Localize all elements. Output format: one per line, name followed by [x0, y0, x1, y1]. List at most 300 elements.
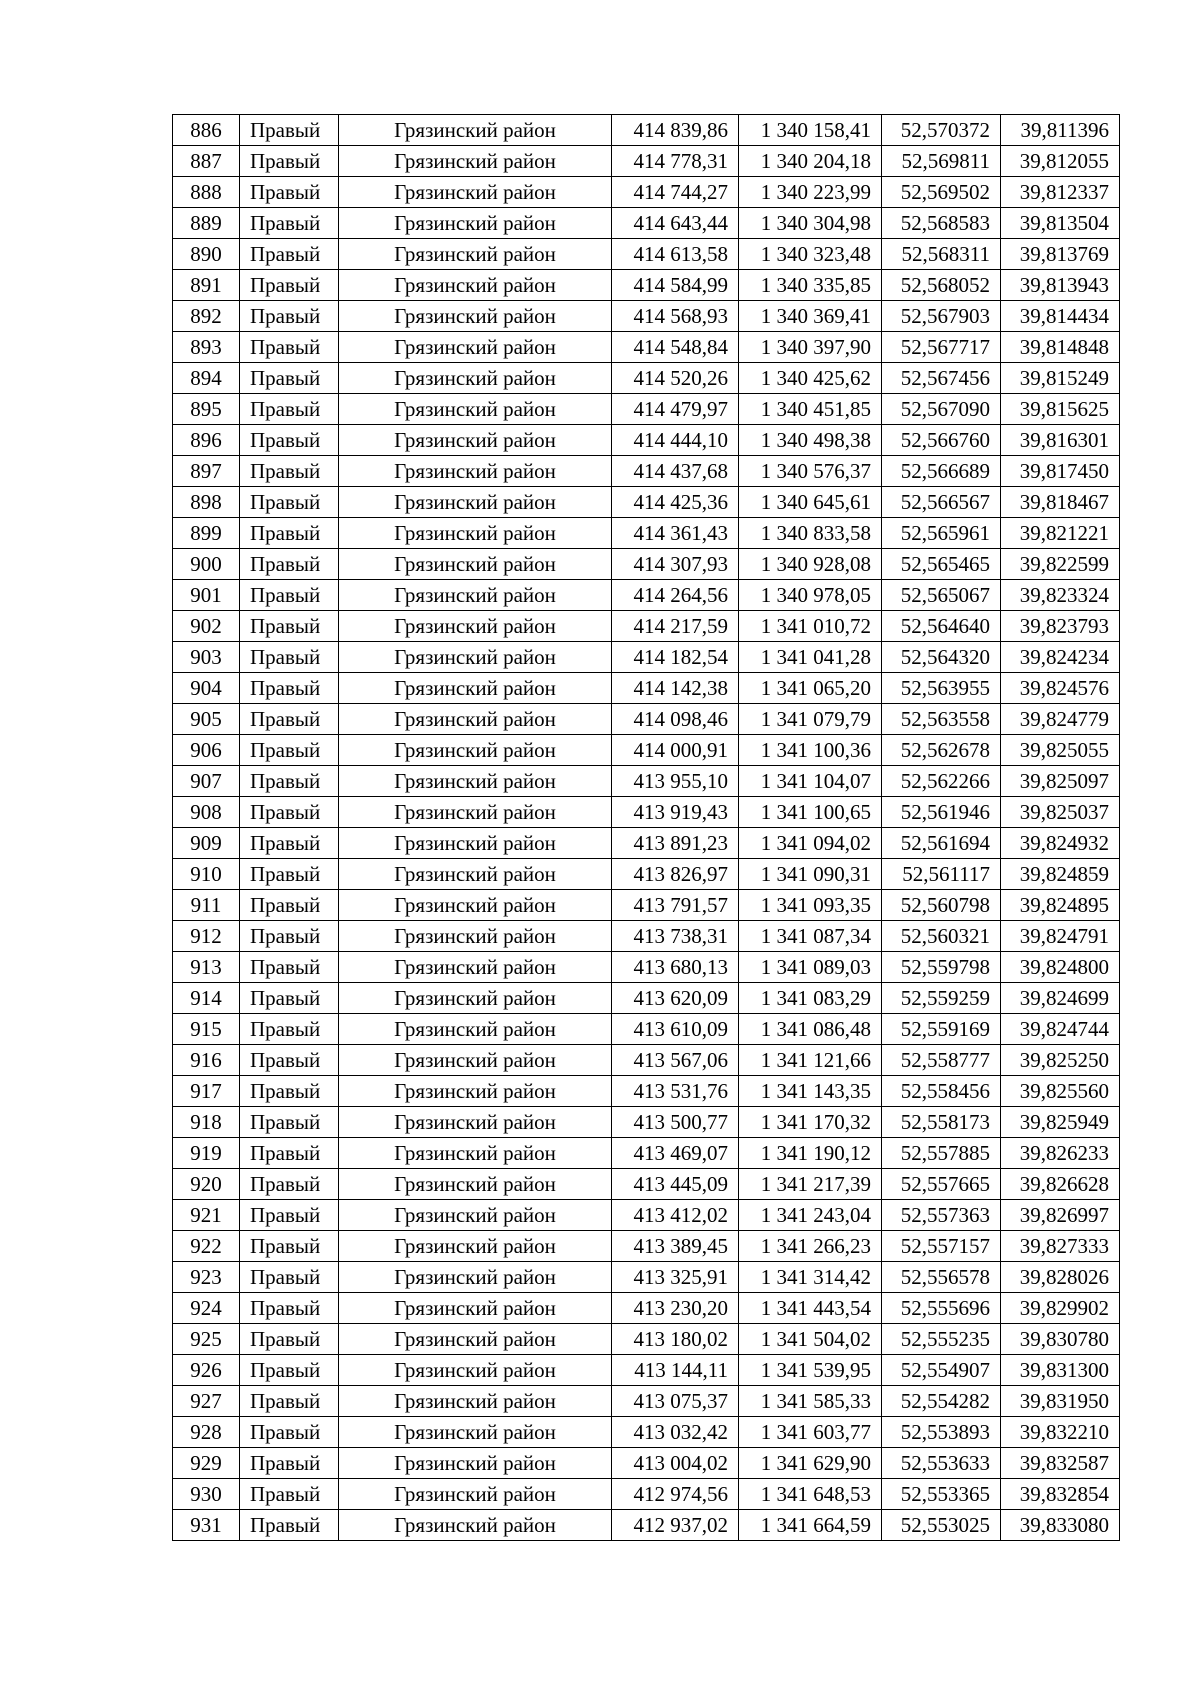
point-number-cell: 896 [173, 425, 240, 456]
longitude-cell: 39,818467 [1001, 487, 1120, 518]
y-coordinate-cell: 1 341 266,23 [739, 1231, 882, 1262]
longitude-cell: 39,829902 [1001, 1293, 1120, 1324]
y-coordinate-cell: 1 341 104,07 [739, 766, 882, 797]
longitude-cell: 39,832854 [1001, 1479, 1120, 1510]
latitude-cell: 52,561946 [882, 797, 1001, 828]
y-coordinate-cell: 1 341 603,77 [739, 1417, 882, 1448]
y-coordinate-cell: 1 341 217,39 [739, 1169, 882, 1200]
latitude-cell: 52,567903 [882, 301, 1001, 332]
table-row [173, 704, 1120, 735]
x-coordinate-cell: 413 445,09 [612, 1169, 739, 1200]
table-row [173, 208, 1120, 239]
bank-side-cell: Правый [240, 1169, 339, 1200]
bank-side-cell: Правый [240, 1200, 339, 1231]
y-coordinate-cell: 1 341 648,53 [739, 1479, 882, 1510]
x-coordinate-cell: 414 520,26 [612, 363, 739, 394]
latitude-cell: 52,565067 [882, 580, 1001, 611]
bank-side-cell: Правый [240, 828, 339, 859]
y-coordinate-cell: 1 341 041,28 [739, 642, 882, 673]
y-coordinate-cell: 1 340 576,37 [739, 456, 882, 487]
x-coordinate-cell: 413 680,13 [612, 952, 739, 983]
latitude-cell: 52,566760 [882, 425, 1001, 456]
point-number-cell: 890 [173, 239, 240, 270]
y-coordinate-cell: 1 341 539,95 [739, 1355, 882, 1386]
latitude-cell: 52,567456 [882, 363, 1001, 394]
district-cell: Грязинский район [339, 1293, 612, 1324]
bank-side-cell: Правый [240, 1076, 339, 1107]
latitude-cell: 52,555696 [882, 1293, 1001, 1324]
district-cell: Грязинский район [339, 890, 612, 921]
x-coordinate-cell: 414 479,97 [612, 394, 739, 425]
y-coordinate-cell: 1 341 314,42 [739, 1262, 882, 1293]
latitude-cell: 52,564640 [882, 611, 1001, 642]
y-coordinate-cell: 1 341 504,02 [739, 1324, 882, 1355]
point-number-cell: 926 [173, 1355, 240, 1386]
table-row [173, 1045, 1120, 1076]
bank-side-cell: Правый [240, 1479, 339, 1510]
district-cell: Грязинский район [339, 766, 612, 797]
longitude-cell: 39,825055 [1001, 735, 1120, 766]
bank-side-cell: Правый [240, 673, 339, 704]
y-coordinate-cell: 1 340 978,05 [739, 580, 882, 611]
bank-side-cell: Правый [240, 146, 339, 177]
bank-side-cell: Правый [240, 1138, 339, 1169]
table-row [173, 766, 1120, 797]
longitude-cell: 39,827333 [1001, 1231, 1120, 1262]
x-coordinate-cell: 413 412,02 [612, 1200, 739, 1231]
y-coordinate-cell: 1 340 335,85 [739, 270, 882, 301]
table-row [173, 239, 1120, 270]
point-number-cell: 929 [173, 1448, 240, 1479]
x-coordinate-cell: 414 425,36 [612, 487, 739, 518]
latitude-cell: 52,553633 [882, 1448, 1001, 1479]
latitude-cell: 52,558777 [882, 1045, 1001, 1076]
y-coordinate-cell: 1 340 204,18 [739, 146, 882, 177]
x-coordinate-cell: 413 620,09 [612, 983, 739, 1014]
district-cell: Грязинский район [339, 549, 612, 580]
longitude-cell: 39,826997 [1001, 1200, 1120, 1231]
point-number-cell: 928 [173, 1417, 240, 1448]
longitude-cell: 39,828026 [1001, 1262, 1120, 1293]
district-cell: Грязинский район [339, 828, 612, 859]
bank-side-cell: Правый [240, 208, 339, 239]
district-cell: Грязинский район [339, 115, 612, 146]
latitude-cell: 52,563558 [882, 704, 1001, 735]
x-coordinate-cell: 414 568,93 [612, 301, 739, 332]
x-coordinate-cell: 413 230,20 [612, 1293, 739, 1324]
bank-side-cell: Правый [240, 952, 339, 983]
x-coordinate-cell: 413 738,31 [612, 921, 739, 952]
latitude-cell: 52,565961 [882, 518, 1001, 549]
latitude-cell: 52,557157 [882, 1231, 1001, 1262]
district-cell: Грязинский район [339, 1448, 612, 1479]
latitude-cell: 52,567090 [882, 394, 1001, 425]
bank-side-cell: Правый [240, 1324, 339, 1355]
longitude-cell: 39,825250 [1001, 1045, 1120, 1076]
point-number-cell: 897 [173, 456, 240, 487]
point-number-cell: 886 [173, 115, 240, 146]
table-row [173, 828, 1120, 859]
latitude-cell: 52,558456 [882, 1076, 1001, 1107]
table-row [173, 1293, 1120, 1324]
district-cell: Грязинский район [339, 1231, 612, 1262]
table-row [173, 859, 1120, 890]
point-number-cell: 895 [173, 394, 240, 425]
x-coordinate-cell: 413 389,45 [612, 1231, 739, 1262]
point-number-cell: 916 [173, 1045, 240, 1076]
point-number-cell: 921 [173, 1200, 240, 1231]
y-coordinate-cell: 1 341 170,32 [739, 1107, 882, 1138]
latitude-cell: 52,556578 [882, 1262, 1001, 1293]
longitude-cell: 39,813943 [1001, 270, 1120, 301]
x-coordinate-cell: 414 744,27 [612, 177, 739, 208]
latitude-cell: 52,565465 [882, 549, 1001, 580]
longitude-cell: 39,824800 [1001, 952, 1120, 983]
latitude-cell: 52,568052 [882, 270, 1001, 301]
longitude-cell: 39,817450 [1001, 456, 1120, 487]
x-coordinate-cell: 413 004,02 [612, 1448, 739, 1479]
bank-side-cell: Правый [240, 1355, 339, 1386]
bank-side-cell: Правый [240, 177, 339, 208]
x-coordinate-cell: 414 264,56 [612, 580, 739, 611]
bank-side-cell: Правый [240, 332, 339, 363]
x-coordinate-cell: 413 500,77 [612, 1107, 739, 1138]
table-row [173, 611, 1120, 642]
table-row [173, 890, 1120, 921]
table-row [173, 1014, 1120, 1045]
point-number-cell: 927 [173, 1386, 240, 1417]
longitude-cell: 39,823324 [1001, 580, 1120, 611]
point-number-cell: 913 [173, 952, 240, 983]
table-row [173, 518, 1120, 549]
longitude-cell: 39,816301 [1001, 425, 1120, 456]
longitude-cell: 39,832210 [1001, 1417, 1120, 1448]
point-number-cell: 908 [173, 797, 240, 828]
district-cell: Грязинский район [339, 363, 612, 394]
x-coordinate-cell: 414 361,43 [612, 518, 739, 549]
latitude-cell: 52,561117 [882, 859, 1001, 890]
latitude-cell: 52,557885 [882, 1138, 1001, 1169]
y-coordinate-cell: 1 341 100,65 [739, 797, 882, 828]
point-number-cell: 891 [173, 270, 240, 301]
point-number-cell: 899 [173, 518, 240, 549]
point-number-cell: 889 [173, 208, 240, 239]
district-cell: Грязинский район [339, 1262, 612, 1293]
point-number-cell: 906 [173, 735, 240, 766]
point-number-cell: 887 [173, 146, 240, 177]
point-number-cell: 893 [173, 332, 240, 363]
longitude-cell: 39,824576 [1001, 673, 1120, 704]
bank-side-cell: Правый [240, 1417, 339, 1448]
point-number-cell: 903 [173, 642, 240, 673]
bank-side-cell: Правый [240, 983, 339, 1014]
district-cell: Грязинский район [339, 859, 612, 890]
point-number-cell: 919 [173, 1138, 240, 1169]
longitude-cell: 39,833080 [1001, 1510, 1120, 1541]
bank-side-cell: Правый [240, 921, 339, 952]
point-number-cell: 910 [173, 859, 240, 890]
y-coordinate-cell: 1 341 190,12 [739, 1138, 882, 1169]
point-number-cell: 894 [173, 363, 240, 394]
latitude-cell: 52,557665 [882, 1169, 1001, 1200]
longitude-cell: 39,826628 [1001, 1169, 1120, 1200]
longitude-cell: 39,831950 [1001, 1386, 1120, 1417]
bank-side-cell: Правый [240, 549, 339, 580]
y-coordinate-cell: 1 341 443,54 [739, 1293, 882, 1324]
table-row [173, 1107, 1120, 1138]
y-coordinate-cell: 1 340 928,08 [739, 549, 882, 580]
y-coordinate-cell: 1 340 158,41 [739, 115, 882, 146]
latitude-cell: 52,562678 [882, 735, 1001, 766]
table-row [173, 1510, 1120, 1541]
y-coordinate-cell: 1 341 143,35 [739, 1076, 882, 1107]
latitude-cell: 52,567717 [882, 332, 1001, 363]
y-coordinate-cell: 1 341 100,36 [739, 735, 882, 766]
bank-side-cell: Правый [240, 456, 339, 487]
coordinates-table [172, 114, 1120, 1541]
table-row [173, 1262, 1120, 1293]
y-coordinate-cell: 1 340 425,62 [739, 363, 882, 394]
district-cell: Грязинский район [339, 425, 612, 456]
point-number-cell: 917 [173, 1076, 240, 1107]
district-cell: Грязинский район [339, 1510, 612, 1541]
longitude-cell: 39,830780 [1001, 1324, 1120, 1355]
x-coordinate-cell: 414 000,91 [612, 735, 739, 766]
latitude-cell: 52,566567 [882, 487, 1001, 518]
point-number-cell: 900 [173, 549, 240, 580]
y-coordinate-cell: 1 341 090,31 [739, 859, 882, 890]
bank-side-cell: Правый [240, 1014, 339, 1045]
table-row [173, 1448, 1120, 1479]
district-cell: Грязинский район [339, 487, 612, 518]
district-cell: Грязинский район [339, 735, 612, 766]
longitude-cell: 39,812337 [1001, 177, 1120, 208]
x-coordinate-cell: 414 142,38 [612, 673, 739, 704]
point-number-cell: 911 [173, 890, 240, 921]
latitude-cell: 52,553365 [882, 1479, 1001, 1510]
point-number-cell: 924 [173, 1293, 240, 1324]
longitude-cell: 39,822599 [1001, 549, 1120, 580]
table-row [173, 1169, 1120, 1200]
district-cell: Грязинский район [339, 301, 612, 332]
table-row [173, 425, 1120, 456]
longitude-cell: 39,821221 [1001, 518, 1120, 549]
point-number-cell: 907 [173, 766, 240, 797]
table-row [173, 1200, 1120, 1231]
y-coordinate-cell: 1 341 010,72 [739, 611, 882, 642]
y-coordinate-cell: 1 340 451,85 [739, 394, 882, 425]
latitude-cell: 52,553025 [882, 1510, 1001, 1541]
x-coordinate-cell: 414 778,31 [612, 146, 739, 177]
latitude-cell: 52,561694 [882, 828, 1001, 859]
table-row [173, 363, 1120, 394]
x-coordinate-cell: 412 937,02 [612, 1510, 739, 1541]
district-cell: Грязинский район [339, 642, 612, 673]
bank-side-cell: Правый [240, 363, 339, 394]
latitude-cell: 52,558173 [882, 1107, 1001, 1138]
district-cell: Грязинский район [339, 952, 612, 983]
district-cell: Грязинский район [339, 208, 612, 239]
x-coordinate-cell: 413 791,57 [612, 890, 739, 921]
bank-side-cell: Правый [240, 890, 339, 921]
table-row [173, 735, 1120, 766]
x-coordinate-cell: 413 955,10 [612, 766, 739, 797]
x-coordinate-cell: 414 613,58 [612, 239, 739, 270]
y-coordinate-cell: 1 341 083,29 [739, 983, 882, 1014]
district-cell: Грязинский район [339, 239, 612, 270]
table-row [173, 1479, 1120, 1510]
district-cell: Грязинский район [339, 1200, 612, 1231]
district-cell: Грязинский район [339, 1417, 612, 1448]
point-number-cell: 914 [173, 983, 240, 1014]
latitude-cell: 52,555235 [882, 1324, 1001, 1355]
table-row [173, 1355, 1120, 1386]
point-number-cell: 909 [173, 828, 240, 859]
y-coordinate-cell: 1 340 833,58 [739, 518, 882, 549]
latitude-cell: 52,554282 [882, 1386, 1001, 1417]
x-coordinate-cell: 413 826,97 [612, 859, 739, 890]
x-coordinate-cell: 413 032,42 [612, 1417, 739, 1448]
table-row [173, 1138, 1120, 1169]
district-cell: Грязинский район [339, 1107, 612, 1138]
bank-side-cell: Правый [240, 1386, 339, 1417]
point-number-cell: 901 [173, 580, 240, 611]
latitude-cell: 52,570372 [882, 115, 1001, 146]
table-row [173, 1417, 1120, 1448]
x-coordinate-cell: 413 144,11 [612, 1355, 739, 1386]
point-number-cell: 922 [173, 1231, 240, 1262]
longitude-cell: 39,812055 [1001, 146, 1120, 177]
table-row [173, 952, 1120, 983]
x-coordinate-cell: 414 548,84 [612, 332, 739, 363]
point-number-cell: 898 [173, 487, 240, 518]
table-row [173, 797, 1120, 828]
y-coordinate-cell: 1 340 223,99 [739, 177, 882, 208]
bank-side-cell: Правый [240, 425, 339, 456]
longitude-cell: 39,825037 [1001, 797, 1120, 828]
table-body [173, 115, 1120, 1541]
x-coordinate-cell: 414 643,44 [612, 208, 739, 239]
bank-side-cell: Правый [240, 859, 339, 890]
table-row [173, 1324, 1120, 1355]
y-coordinate-cell: 1 340 369,41 [739, 301, 882, 332]
point-number-cell: 925 [173, 1324, 240, 1355]
y-coordinate-cell: 1 341 243,04 [739, 1200, 882, 1231]
district-cell: Грязинский район [339, 270, 612, 301]
district-cell: Грязинский район [339, 1355, 612, 1386]
y-coordinate-cell: 1 341 079,79 [739, 704, 882, 735]
bank-side-cell: Правый [240, 1448, 339, 1479]
longitude-cell: 39,824895 [1001, 890, 1120, 921]
bank-side-cell: Правый [240, 1107, 339, 1138]
table-row [173, 1386, 1120, 1417]
longitude-cell: 39,815249 [1001, 363, 1120, 394]
district-cell: Грязинский район [339, 1076, 612, 1107]
y-coordinate-cell: 1 340 323,48 [739, 239, 882, 270]
latitude-cell: 52,559259 [882, 983, 1001, 1014]
point-number-cell: 892 [173, 301, 240, 332]
x-coordinate-cell: 414 307,93 [612, 549, 739, 580]
bank-side-cell: Правый [240, 301, 339, 332]
y-coordinate-cell: 1 341 121,66 [739, 1045, 882, 1076]
x-coordinate-cell: 413 075,37 [612, 1386, 739, 1417]
district-cell: Грязинский район [339, 456, 612, 487]
district-cell: Грязинский район [339, 1386, 612, 1417]
point-number-cell: 920 [173, 1169, 240, 1200]
bank-side-cell: Правый [240, 580, 339, 611]
longitude-cell: 39,813504 [1001, 208, 1120, 239]
x-coordinate-cell: 413 919,43 [612, 797, 739, 828]
bank-side-cell: Правый [240, 611, 339, 642]
table-row [173, 301, 1120, 332]
longitude-cell: 39,824779 [1001, 704, 1120, 735]
y-coordinate-cell: 1 340 645,61 [739, 487, 882, 518]
table-row [173, 921, 1120, 952]
district-cell: Грязинский район [339, 518, 612, 549]
bank-side-cell: Правый [240, 797, 339, 828]
y-coordinate-cell: 1 340 397,90 [739, 332, 882, 363]
y-coordinate-cell: 1 341 093,35 [739, 890, 882, 921]
bank-side-cell: Правый [240, 766, 339, 797]
latitude-cell: 52,563955 [882, 673, 1001, 704]
longitude-cell: 39,825097 [1001, 766, 1120, 797]
district-cell: Грязинский район [339, 177, 612, 208]
bank-side-cell: Правый [240, 735, 339, 766]
latitude-cell: 52,562266 [882, 766, 1001, 797]
table-row [173, 642, 1120, 673]
x-coordinate-cell: 413 567,06 [612, 1045, 739, 1076]
table-row [173, 983, 1120, 1014]
longitude-cell: 39,824791 [1001, 921, 1120, 952]
y-coordinate-cell: 1 341 094,02 [739, 828, 882, 859]
latitude-cell: 52,568311 [882, 239, 1001, 270]
longitude-cell: 39,824859 [1001, 859, 1120, 890]
y-coordinate-cell: 1 341 629,90 [739, 1448, 882, 1479]
point-number-cell: 904 [173, 673, 240, 704]
longitude-cell: 39,815625 [1001, 394, 1120, 425]
table-row [173, 549, 1120, 580]
x-coordinate-cell: 414 444,10 [612, 425, 739, 456]
x-coordinate-cell: 414 584,99 [612, 270, 739, 301]
x-coordinate-cell: 413 180,02 [612, 1324, 739, 1355]
x-coordinate-cell: 413 325,91 [612, 1262, 739, 1293]
district-cell: Грязинский район [339, 146, 612, 177]
latitude-cell: 52,559798 [882, 952, 1001, 983]
x-coordinate-cell: 414 098,46 [612, 704, 739, 735]
latitude-cell: 52,560798 [882, 890, 1001, 921]
bank-side-cell: Правый [240, 1231, 339, 1262]
table-row [173, 332, 1120, 363]
point-number-cell: 888 [173, 177, 240, 208]
y-coordinate-cell: 1 340 304,98 [739, 208, 882, 239]
district-cell: Грязинский район [339, 704, 612, 735]
y-coordinate-cell: 1 341 089,03 [739, 952, 882, 983]
point-number-cell: 915 [173, 1014, 240, 1045]
latitude-cell: 52,554907 [882, 1355, 1001, 1386]
bank-side-cell: Правый [240, 270, 339, 301]
district-cell: Грязинский район [339, 1324, 612, 1355]
longitude-cell: 39,832587 [1001, 1448, 1120, 1479]
bank-side-cell: Правый [240, 394, 339, 425]
bank-side-cell: Правый [240, 1510, 339, 1541]
point-number-cell: 905 [173, 704, 240, 735]
bank-side-cell: Правый [240, 487, 339, 518]
x-coordinate-cell: 413 891,23 [612, 828, 739, 859]
latitude-cell: 52,559169 [882, 1014, 1001, 1045]
district-cell: Грязинский район [339, 332, 612, 363]
bank-side-cell: Правый [240, 642, 339, 673]
x-coordinate-cell: 413 610,09 [612, 1014, 739, 1045]
